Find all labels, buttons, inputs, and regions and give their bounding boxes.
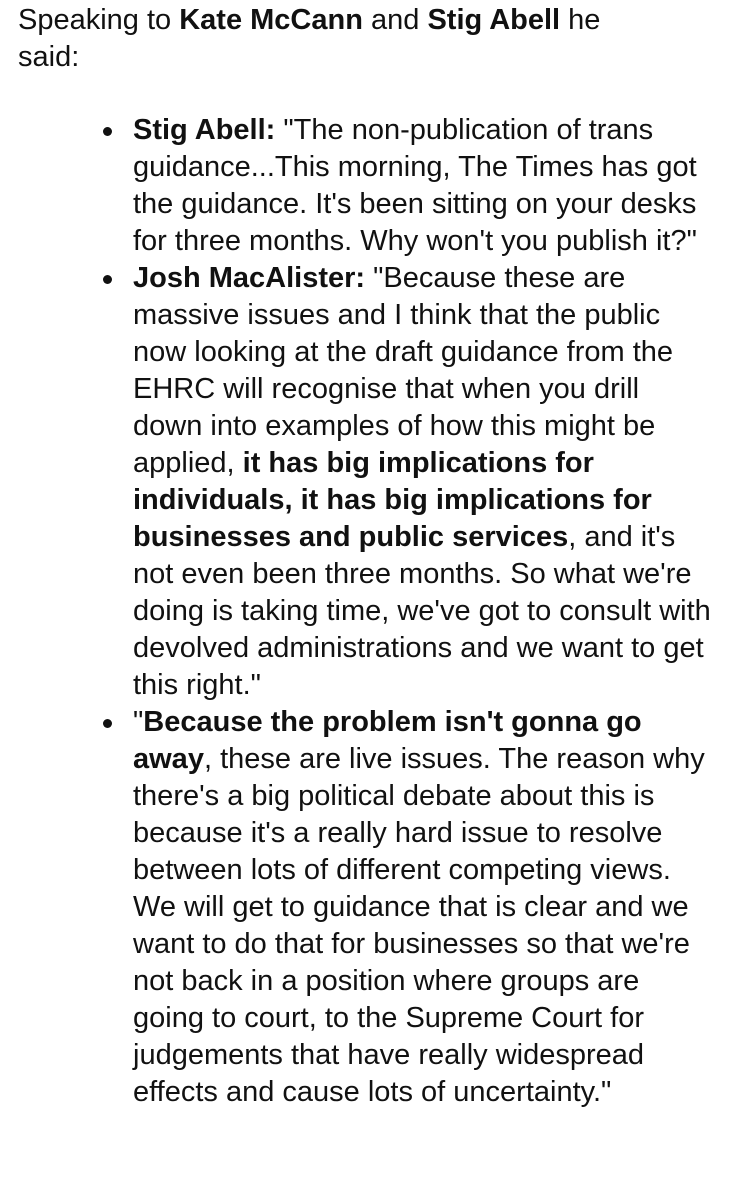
speaker-name: Josh MacAlister: (133, 262, 366, 294)
quote-item-stig-abell (133, 112, 713, 260)
bullet-icon (103, 127, 112, 136)
intro-suffix: he said: (18, 4, 601, 73)
open-quote: " (133, 706, 144, 738)
bullet-icon (103, 275, 112, 284)
intro-paragraph (18, 2, 658, 76)
quote-text: , and it's not even been three months. So what we're doing is taking time, we've got to consult with devolved administrations and we want to get this right." (133, 521, 711, 701)
quote-item-continued (133, 704, 713, 1111)
speaker-name: Stig Abell: (133, 114, 276, 146)
intro-prefix: Speaking to (18, 4, 180, 36)
journalist-name-1: Kate McCann (179, 4, 363, 36)
quote-text: , these are live issues. The reason why there's a big political debate about this is because it's a really hard issue to resolve between lots of different competing views. We will get to guidance that is clear and we want to do that for businesses so that we're not back in a position where groups are going to court, to the Supreme Court for judgements that have really widespread effects and cause lots of uncertainty." (133, 743, 705, 1108)
quote-list (133, 112, 713, 1111)
quote-emphasis: Because the problem isn't gonna go away (133, 706, 642, 775)
bullet-icon (103, 719, 112, 728)
quote-text: "Because these are massive issues and I think that the public now looking at the draft guidance from the EHRC will recognise that when you drill down into examples of how this might be applied, (133, 262, 674, 479)
intro-conjunction: and (362, 4, 428, 36)
journalist-name-2: Stig Abell (427, 4, 561, 36)
quote-text: "The non-publication of trans guidance...This morning, The Times has got the guidance. It's been sitting on your desks for three months. Why won't you publish it?" (133, 114, 697, 257)
quote-item-josh-macalister (133, 260, 713, 704)
quote-emphasis: it has big implications for individuals, it has big implications for businesses and public services (133, 447, 652, 553)
